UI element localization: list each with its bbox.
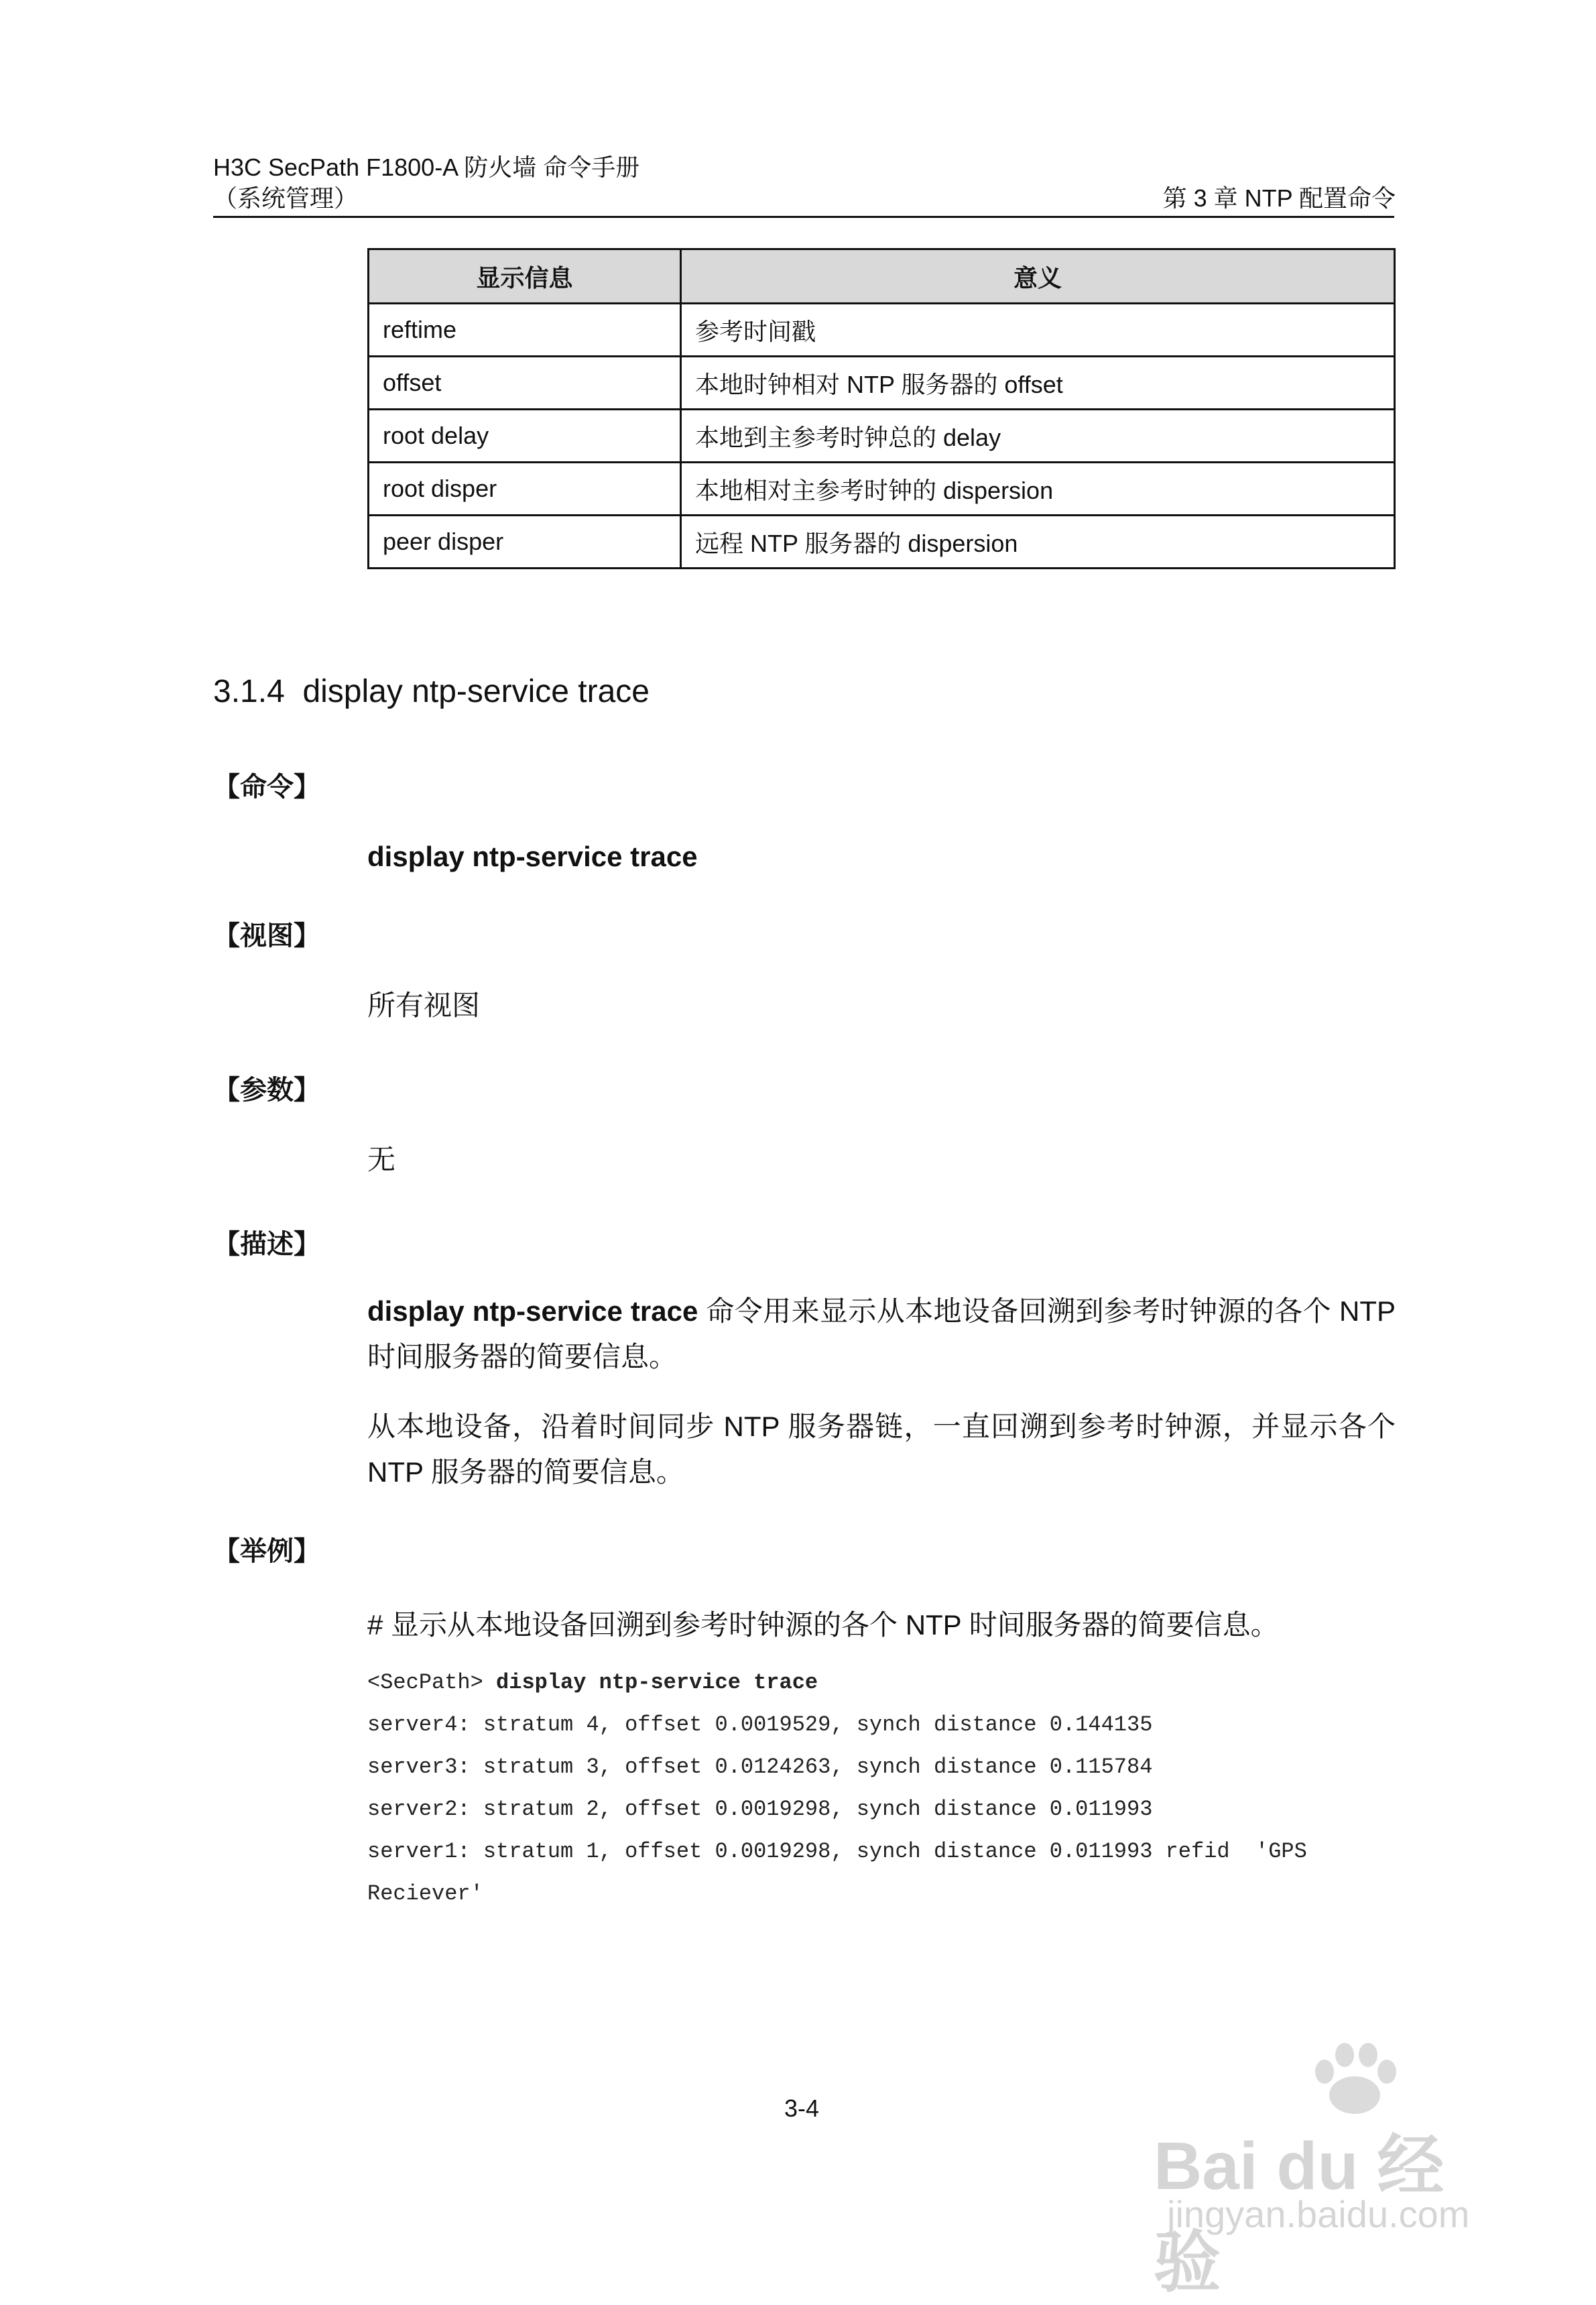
description-paragraph-2: 从本地设备，沿着时间同步 NTP 服务器链，一直回溯到参考时钟源，并显示各个 NTP 服务器的简要信息。 (367, 1411, 1396, 1488)
table-row (369, 304, 1395, 357)
table-cell: reftime (369, 304, 681, 357)
view-text: 所有视图 (367, 990, 481, 1021)
header-subtitle: （系统管理） (213, 184, 359, 212)
table-cell: 本地时钟相对 NTP 服务器的 offset (681, 357, 1395, 410)
table-cell: root disper (369, 463, 681, 516)
header-chapter: 第 3 章 NTP 配置命令 (1162, 184, 1396, 212)
header-rule (213, 216, 1394, 218)
section-number: 3.1.4 (213, 674, 285, 709)
table-cell: 参考时间戳 (681, 304, 1395, 357)
command-text: display ntp-service trace (367, 841, 698, 872)
example-tag: 【举例】 (213, 1537, 320, 1566)
cli-command: display ntp-service trace (496, 1670, 818, 1695)
example-prompt-line (367, 1669, 818, 1696)
description-command: display ntp-service trace (367, 1295, 698, 1327)
example-output-line: server2: stratum 2, offset 0.0019298, synch distance 0.011993 (367, 1797, 1153, 1822)
table-cell: 本地相对主参考时钟的 dispersion (681, 463, 1395, 516)
description-text: 命令用来显示从本地设备回溯到参考时钟源的各个 NTP 时间服务器的简要信息。 (367, 1295, 1396, 1372)
table-row (369, 410, 1395, 463)
table-cell: offset (369, 357, 681, 410)
table-header-cell: 显示信息 (369, 249, 681, 304)
baidu-watermark (1127, 2038, 1502, 2300)
example-output-line: server4: stratum 4, offset 0.0019529, synch distance 0.144135 (367, 1712, 1153, 1737)
watermark-brand: Bai du 经验 (1154, 2129, 1445, 2300)
table-row (369, 516, 1395, 569)
table-cell: 远程 NTP 服务器的 dispersion (681, 516, 1395, 569)
watermark-url: jingyan.baidu.com (1167, 2193, 1470, 2235)
params-tag: 【参数】 (213, 1075, 320, 1105)
table-cell: 本地到主参考时钟总的 delay (681, 410, 1395, 463)
table-header-row (369, 249, 1395, 304)
table-row (369, 357, 1395, 410)
description-paragraph-1 (367, 1289, 1396, 1380)
example-output-line: Reciever' (367, 1881, 483, 1906)
page-number: 3-4 (784, 2094, 820, 2122)
table-cell: root delay (369, 410, 681, 463)
section-heading (213, 673, 650, 711)
example-intro: # 显示从本地设备回溯到参考时钟源的各个 NTP 时间服务器的简要信息。 (367, 1609, 1279, 1641)
display-info-table (367, 248, 1396, 569)
header-title: H3C SecPath F1800-A 防火墙 命令手册 (213, 154, 640, 181)
example-output-line: server3: stratum 3, offset 0.0124263, synch distance 0.115784 (367, 1755, 1153, 1779)
table-cell: peer disper (369, 516, 681, 569)
params-text: 无 (367, 1144, 396, 1175)
section-title: display ntp-service trace (302, 674, 650, 709)
view-tag: 【视图】 (213, 921, 320, 951)
paw-icon (1301, 2038, 1408, 2119)
command-tag: 【命令】 (213, 772, 320, 802)
description-tag: 【描述】 (213, 1230, 320, 1259)
example-output-line: server1: stratum 1, offset 0.0019298, synch distance 0.011993 refid 'GPS (367, 1839, 1307, 1864)
table-row (369, 463, 1395, 516)
cli-prompt: <SecPath> (367, 1670, 497, 1695)
table-header-cell: 意义 (681, 249, 1395, 304)
